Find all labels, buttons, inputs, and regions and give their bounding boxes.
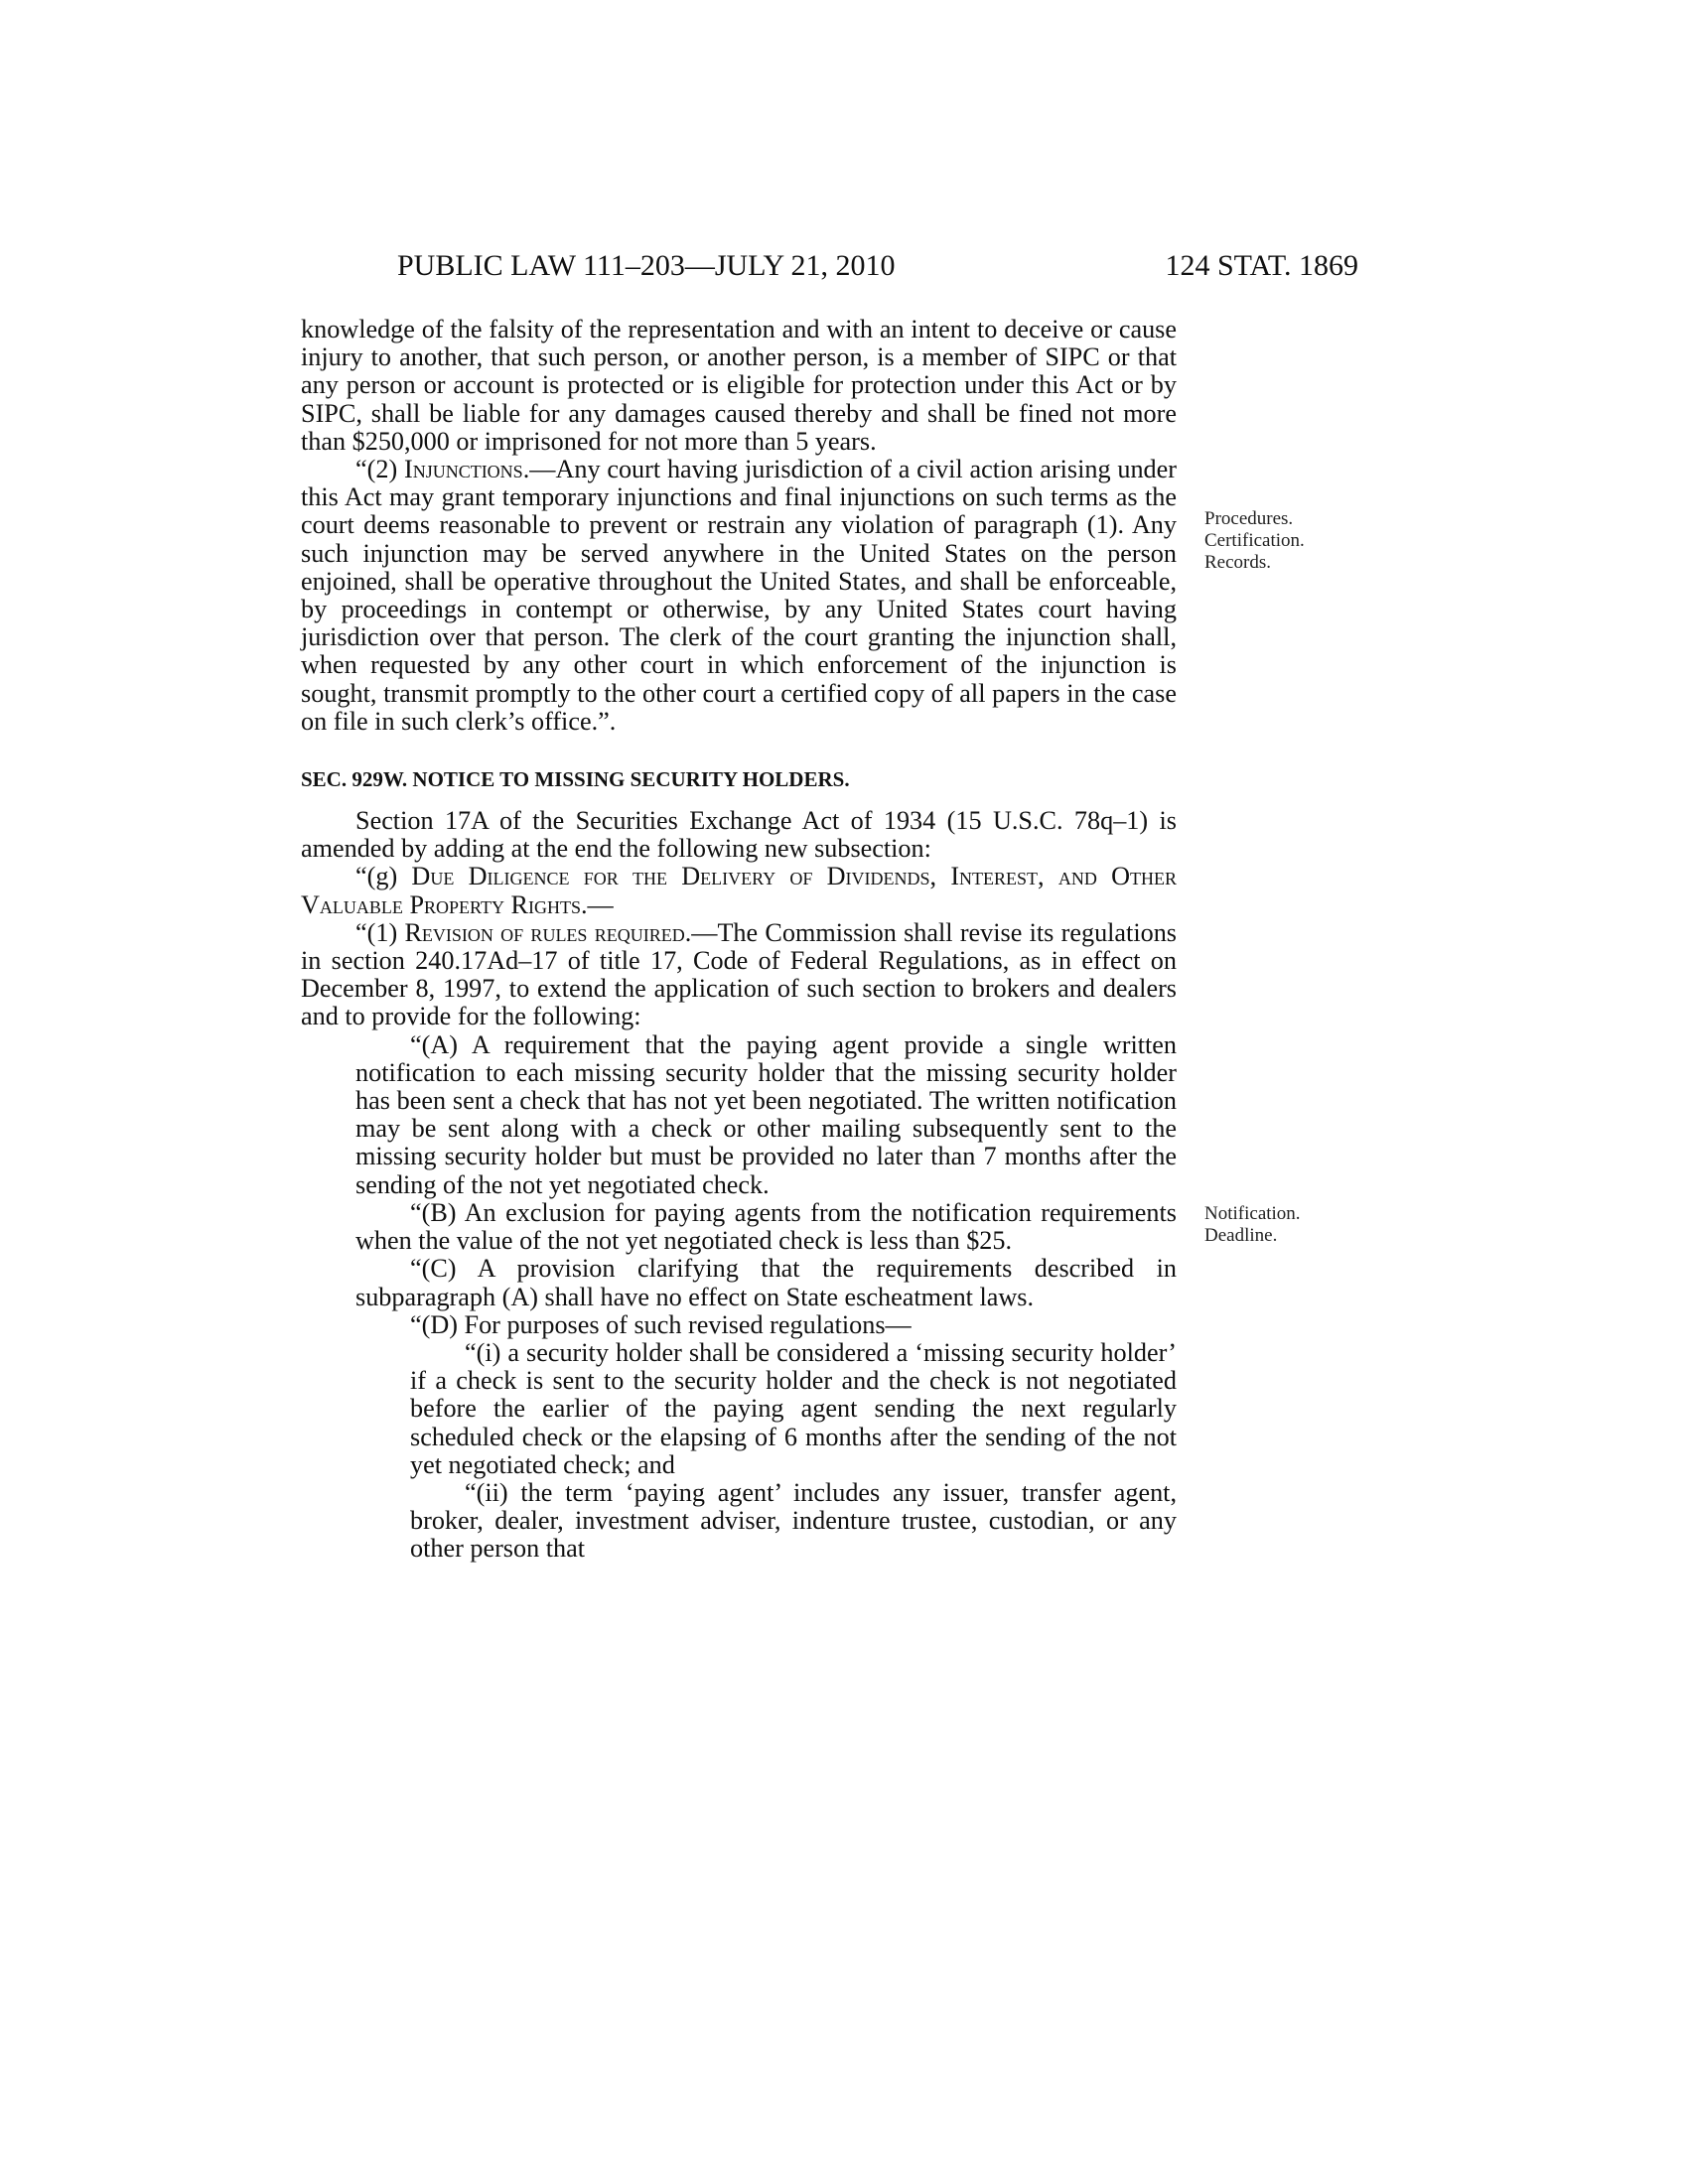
paragraph-heading: Revision of rules required. [404, 917, 692, 947]
clause-ii: “(ii) the term ‘paying agent’ includes any issuer, transfer agent, broker, dealer, investment adviser, indenture trustee, custodian, or any other person that [410, 1477, 1177, 1564]
paragraph-amendment: Section 17A of the Securities Exchange Act of 1934 (15 U.S.C. 78q–1) is amended by adding at the end the following new subsection: [301, 806, 1177, 864]
subparagraph-a: “(A) A requirement that the paying agent provide a single written notification to each missing security holder that the missing security holder has been sent a check that has not yet been negotiated. The written notification may be sent along with a check or other mailing subsequently sent to the missing security holder but must be provided no later than 7 months after the sending of the not yet negotiated check. [355, 1029, 1177, 1199]
paragraph-injunctions [301, 456, 1177, 736]
paragraph-number: “(2) [355, 455, 404, 484]
page-header [397, 246, 1358, 286]
margin-note-line: Deadline. [1204, 1225, 1278, 1246]
paragraph-text: —Any court having jurisdiction of a civil action arising under this Act may grant temporary injunctions and final injunctions on such terms as the court deems reasonable to prevent or restrain any violation of paragraph (1). Any such injunction may be served anywhere in the United States on the person enjoined, shall be operative throughout the United States, and shall be enforceable, by proceedings in contempt or otherwise, by any United States court having jurisdiction over that person. The clerk of the court granting the injunction shall, when requested by any other court in which enforcement of the injunction is sought, transmit promptly to the other court a certified copy of all papers in the case on file in such clerk’s office.”. [301, 455, 1177, 736]
subparagraph-d: “(D) For purposes of such revised regulations— [410, 1309, 912, 1339]
subsection-number: “(g) [355, 862, 412, 891]
clause-i: “(i) a security holder shall be considered a ‘missing security holder’ if a check is sent to the security holder and the check is not negotiated before the earlier of the paying agent sending the next regularly scheduled check or the elapsing of 6 months after the sending of the not yet negotiated check; and [410, 1337, 1177, 1479]
margin-note-line: Procedures. [1204, 508, 1294, 529]
margin-note-procedures [1204, 508, 1343, 574]
margin-note-line: Records. [1204, 552, 1272, 573]
subsection-heading: Due Diligence for the Delivery of Dividends, Interest, and Other Valuable Property Rights. [301, 862, 1177, 919]
heading-dash: — [587, 889, 614, 919]
section-heading: SEC. 929W. NOTICE TO MISSING SECURITY HOLDERS. [301, 767, 850, 792]
statute-text [301, 316, 1177, 1564]
running-title: PUBLIC LAW 111–203—JULY 21, 2010 [397, 249, 896, 282]
paragraph-text: —The Commission shall revise its regulations in section 240.17Ad–17 of title 17, Code of Federal Regulations, as in effect on December 8, 1997, to extend the application of such section to brokers and dealers and to provide for the following: [301, 917, 1177, 1031]
paragraph-continuation: knowledge of the falsity of the representation and with an intent to deceive or cause injury to another, that such person, or another person, is a member of SIPC or that any person or account is protected or is eligible for protection under this Act or by SIPC, shall be liable for any damages caused thereby and shall be fined not more than $250,000 or imprisoned for not more than 5 years. [301, 315, 1177, 456]
subparagraph-c: “(C) A provision clarifying that the requirements described in subparagraph (A) shall have no effect on State escheatment laws. [355, 1254, 1177, 1311]
margin-note-line: Certification. [1204, 530, 1305, 551]
paragraph-revision-of-rules [301, 919, 1177, 1031]
page-number: 124 STAT. 1869 [1165, 249, 1358, 282]
paragraph-number: “(1) [355, 917, 405, 947]
margin-note-line: Notification. [1204, 1203, 1301, 1224]
margin-note-notification [1204, 1203, 1343, 1247]
subsection-g-heading [301, 863, 1177, 918]
paragraph-heading: Injunctions. [403, 455, 530, 484]
clauses [301, 1339, 1177, 1564]
subparagraphs [301, 1031, 1177, 1339]
subparagraph-b: “(B) An exclusion for paying agents from the notification requirements when the value of the not yet negotiated check is less than $25. [355, 1197, 1177, 1256]
